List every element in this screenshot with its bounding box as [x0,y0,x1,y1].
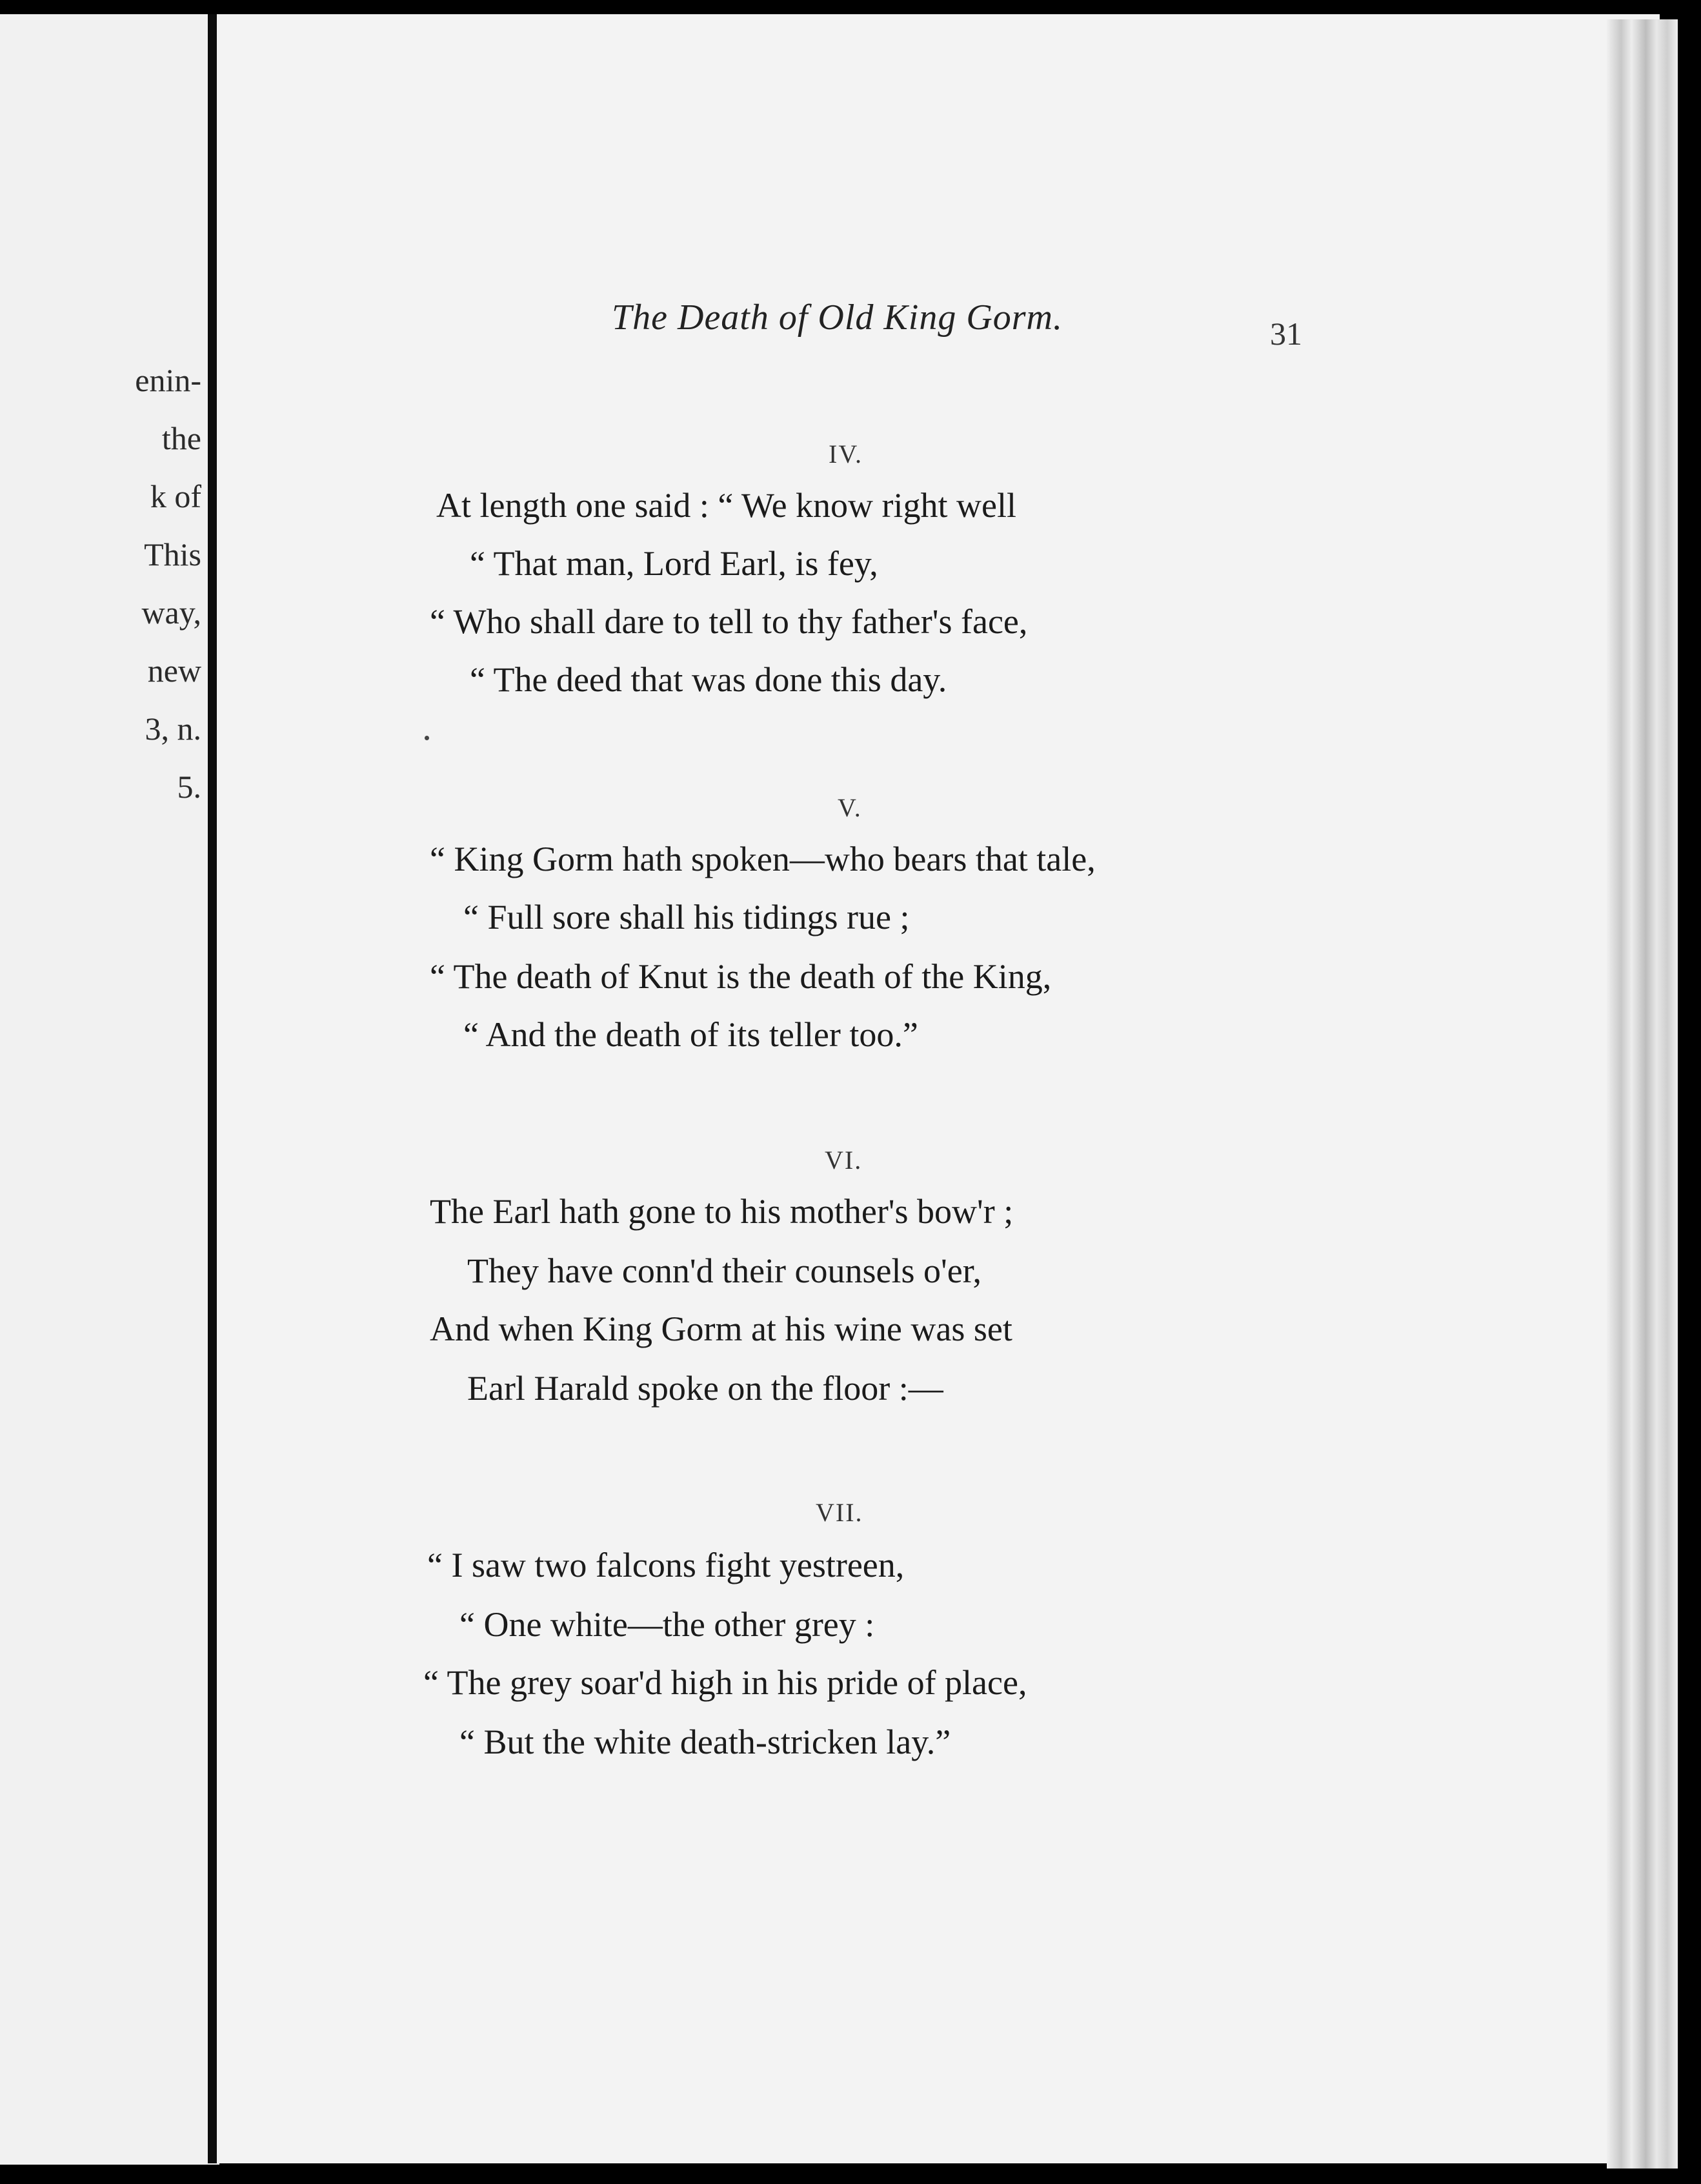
left-page-fragment: 3, n. [145,711,201,747]
left-page-fragment: 5. [177,769,201,805]
left-page-fragment: k of [150,478,201,514]
verse-line: “ The death of Knut is the death of the King, [430,957,1052,996]
stanza-number: VII. [816,1498,863,1527]
stanza-number: VI. [825,1146,863,1175]
left-page-fragment: enin- [135,362,201,398]
verse-line: “ But the white death-stricken lay.” [459,1723,951,1761]
left-page-fragment: way, [141,594,201,631]
left-page [0,14,221,2165]
verse-line: “ That man, Lord Earl, is fey, [470,544,878,583]
left-page-fragment: new [147,652,201,689]
left-page-fragment: This [144,536,201,572]
ink-speck [425,736,429,740]
stanza-number: IV. [829,440,863,469]
running-head: The Death of Old King Gorm. [612,298,1063,338]
verse-line: “ Full sore shall his tidings rue ; [463,898,910,936]
verse-line: “ I saw two falcons fight yestreen, [427,1546,905,1584]
verse-line: “ One white—the other grey : [459,1605,875,1644]
left-page-fragment: the [161,420,201,456]
verse-line: “ And the death of its teller too.” [463,1015,918,1054]
verse-line: The Earl hath gone to his mother's bow'r ; [430,1192,1014,1231]
verse-line: “ The deed that was done this day. [470,660,947,699]
page-edge [1607,19,1678,2169]
verse-line: “ The grey soar'd high in his pride of place, [423,1663,1027,1702]
verse-line: “ Who shall dare to tell to thy father's face, [430,602,1028,641]
verse-line: They have conn'd their counsels o'er, [467,1251,982,1290]
verse-line: “ King Gorm hath spoken—who bears that tale, [430,840,1096,878]
stanza-number: V. [838,793,862,822]
verse-line: Earl Harald spoke on the floor :— [467,1369,943,1408]
page-number: 31 [1270,316,1302,352]
verse-line: And when King Gorm at his wine was set [430,1309,1012,1348]
verse-line: At length one said : “ We know right well [436,486,1016,525]
